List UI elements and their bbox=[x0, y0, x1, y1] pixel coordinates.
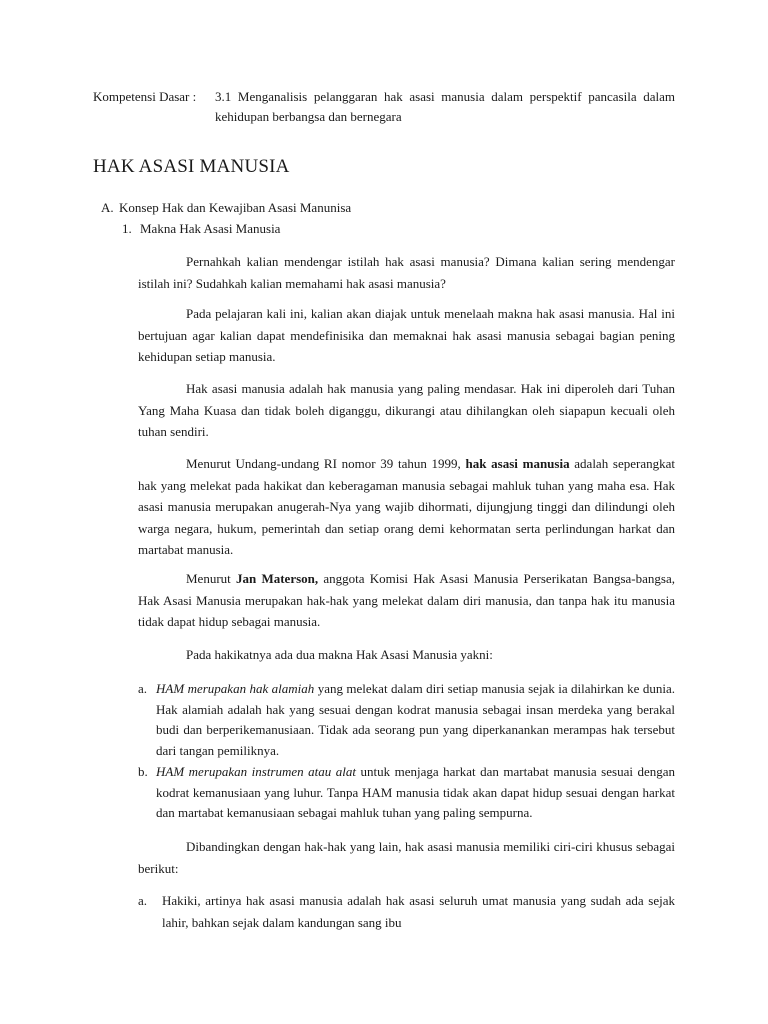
paragraph-7: Dibandingkan dengan hak-hak yang lain, hak asasi manusia memiliki ciri-ciri khusus sebagai berikut: bbox=[138, 839, 675, 876]
paragraph-4-before: Menurut Undang-undang RI nomor 39 tahun 1999, bbox=[186, 456, 466, 471]
list-item-rest: untuk menjaga harkat dan martabat manusia sesuai dengan kodrat kemanusiaan yang luhur. Tanpa HAM manusia tidak akan dapat hidup sesuai dengan harkat dan martabat kemanusiaan sebagai mahluk tuhan yang paling sempurna. bbox=[156, 764, 675, 820]
kompetensi-label: Kompetensi Dasar : bbox=[93, 89, 197, 104]
list-item-text bbox=[156, 762, 675, 824]
section-marker: A. bbox=[101, 200, 114, 215]
section-heading-text: Konsep Hak dan Kewajiban Asasi Manunisa bbox=[119, 200, 352, 215]
list-item-italic: HAM merupakan hak alamiah bbox=[156, 681, 315, 696]
subsection-heading-text: Makna Hak Asasi Manusia bbox=[140, 221, 281, 236]
paragraph-1: Pernahkah kalian mendengar istilah hak asasi manusia? Dimana kalian sering mendengar istilah ini? Sudahkah kalian memahami hak asasi manusia? bbox=[138, 254, 675, 291]
list-marker: a. bbox=[138, 893, 148, 908]
paragraph-4-bold: hak asasi manusia bbox=[465, 456, 570, 471]
list-marker: b. bbox=[138, 764, 148, 779]
list-item bbox=[138, 890, 675, 933]
list-item-text bbox=[156, 679, 675, 761]
list-marker: a. bbox=[138, 681, 148, 696]
paragraph-5-bold: Jan Materson, bbox=[236, 571, 319, 586]
page-title: HAK ASASI MANUSIA bbox=[93, 156, 290, 177]
paragraph-4-after: adalah seperangkat hak yang melekat pada hakikat dan keberagaman manusia sebagai mahluk tuhan yang maha esa. Hak asasi manusia merupakan anugerah-Nya yang wajib dihormati, dijungjung tinggi dan dilindungi oleh warga negara, hukum, pemerintah dan setiap orang demi kehormatan serta perlindungan harkat dan martabat manusia. bbox=[138, 456, 675, 557]
paragraph-5-before: Menurut bbox=[186, 571, 236, 586]
subsection-heading-1 bbox=[122, 219, 280, 239]
list-item bbox=[138, 679, 675, 761]
kompetensi-dasar bbox=[93, 87, 675, 127]
paragraph-5-after: anggota Komisi Hak Asasi Manusia Perserikatan Bangsa-bangsa, Hak Asasi Manusia merupakan hak-hak yang melekat dalam diri manusia, dan tanpa hak itu manusia tidak dapat hidup sebagai manusia. bbox=[138, 571, 675, 629]
subsection-marker: 1. bbox=[122, 221, 132, 236]
paragraph-6: Pada hakikatnya ada dua makna Hak Asasi Manusia yakni: bbox=[186, 647, 493, 662]
paragraph-4 bbox=[138, 453, 675, 561]
section-heading-a bbox=[101, 198, 351, 218]
list-item-italic: HAM merupakan instrumen atau alat bbox=[156, 764, 356, 779]
paragraph-5 bbox=[138, 568, 675, 633]
paragraph-2: Pada pelajaran kali ini, kalian akan diajak untuk menelaah makna hak asasi manusia. Hal ini bertujuan agar kalian dapat mendefinisika dan memaknai hak asasi manusia sebagai bagian pening kehidupan setiap manusia. bbox=[138, 306, 675, 364]
kompetensi-text: 3.1 Menganalisis pelanggaran hak asasi manusia dalam perspektif pancasila dalam kehidupan berbangsa dan bernegara bbox=[215, 89, 675, 124]
paragraph-3: Hak asasi manusia adalah hak manusia yang paling mendasar. Hak ini diperoleh dari Tuhan Yang Maha Kuasa dan tidak boleh diganggu, dikurangi atau dihilangkan oleh siapapun kecuali oleh tuhan sendiri. bbox=[138, 381, 675, 439]
list-item bbox=[138, 762, 675, 824]
list-item-rest: yang melekat dalam diri setiap manusia sejak ia dilahirkan ke dunia. Hak alamiah adalah hak yang sesuai dengan kodrat manusia sebagai insan merdeka yang berakal budi dan berperikemanusiaan. Tidak ada seorang pun yang diperkanankan merampas hak tersebut dari tangan pemiliknya. bbox=[156, 681, 676, 758]
list-item-text: Hakiki, artinya hak asasi manusia adalah hak asasi seluruh umat manusia yang sudah ada sejak lahir, bahkan sejak dalam kandungan sang ibu bbox=[162, 893, 675, 930]
